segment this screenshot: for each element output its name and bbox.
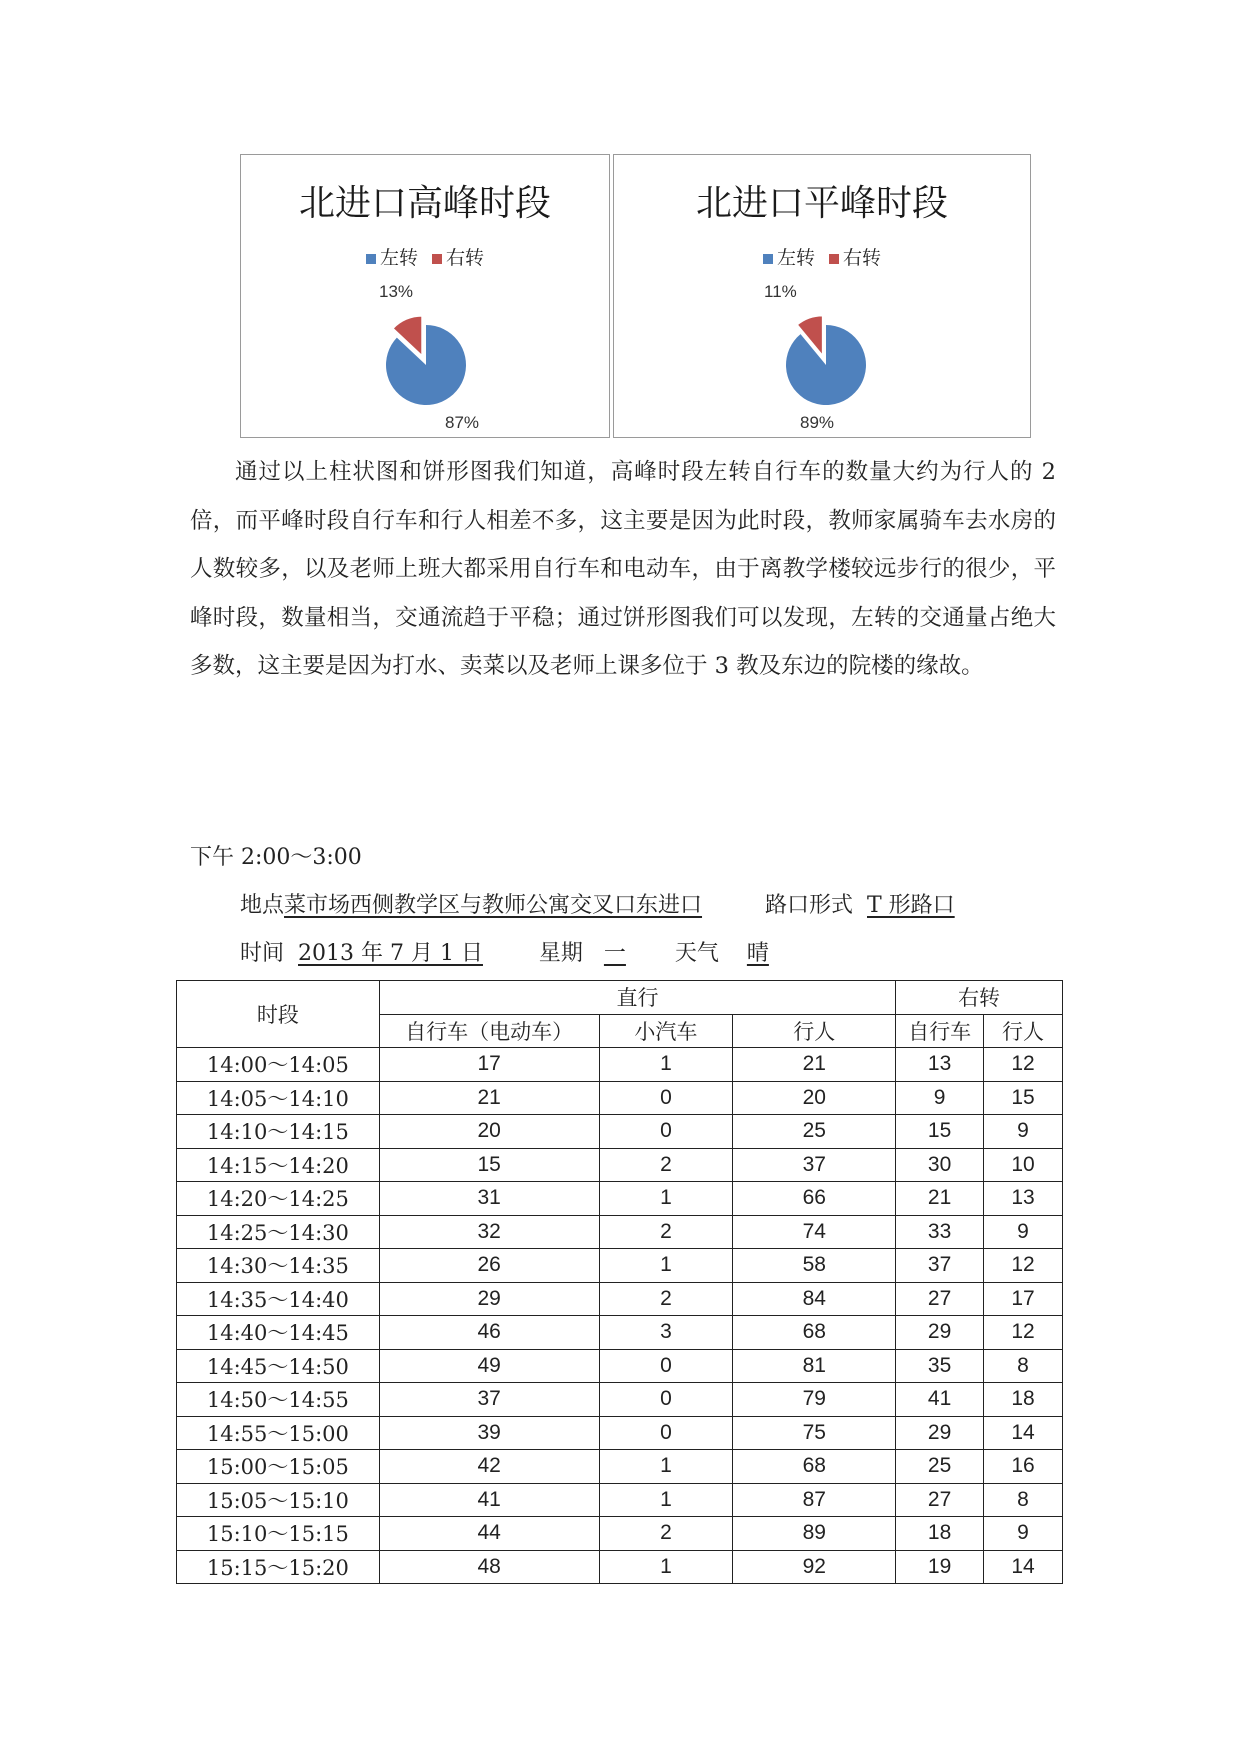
weather-value: 晴 <box>746 941 769 966</box>
table-row <box>177 1383 1063 1417</box>
cell-count: 18 <box>984 1383 1063 1417</box>
cell-count: 58 <box>733 1249 896 1283</box>
cell-count: 13 <box>984 1182 1063 1216</box>
cell-period: 14:10～14:15 <box>177 1115 380 1149</box>
cell-count: 17 <box>379 1048 599 1082</box>
cell-count: 25 <box>896 1450 984 1484</box>
cell-count: 21 <box>733 1048 896 1082</box>
cell-count: 2 <box>599 1517 733 1551</box>
location-value: 菜市场西侧教学区与教师公寓交叉口东进口 <box>284 893 703 918</box>
cell-period: 14:45～14:50 <box>177 1349 380 1383</box>
cell-count: 49 <box>379 1349 599 1383</box>
cell-count: 9 <box>984 1517 1063 1551</box>
cell-count: 14 <box>984 1416 1063 1450</box>
cell-count: 48 <box>379 1550 599 1584</box>
cell-count: 15 <box>379 1148 599 1182</box>
cell-count: 18 <box>896 1517 984 1551</box>
legend-label-right: 右转 <box>446 247 485 269</box>
cell-period: 15:10～15:15 <box>177 1517 380 1551</box>
cell-period: 14:25～14:30 <box>177 1215 380 1249</box>
cell-count: 20 <box>379 1115 599 1149</box>
cell-count: 2 <box>599 1282 733 1316</box>
cell-period: 15:05～15:10 <box>177 1483 380 1517</box>
cell-count: 1 <box>599 1450 733 1484</box>
header-straight: 直行 <box>379 981 895 1015</box>
cell-count: 37 <box>896 1249 984 1283</box>
legend-label-left: 左转 <box>776 247 815 269</box>
table-row <box>177 1349 1063 1383</box>
time-subheading: 下午 2:00～3:00 <box>190 845 362 870</box>
cell-count: 9 <box>984 1115 1063 1149</box>
cell-period: 15:00～15:05 <box>177 1450 380 1484</box>
table-row <box>177 1483 1063 1517</box>
cell-count: 12 <box>984 1048 1063 1082</box>
cell-count: 0 <box>599 1349 733 1383</box>
table-row <box>177 1517 1063 1551</box>
table-row <box>177 1282 1063 1316</box>
cell-count: 8 <box>984 1483 1063 1517</box>
table-row <box>177 1182 1063 1216</box>
table-row <box>177 1081 1063 1115</box>
cell-period: 14:30～14:35 <box>177 1249 380 1283</box>
pie-svg <box>614 155 1032 439</box>
cell-count: 27 <box>896 1483 984 1517</box>
cell-count: 0 <box>599 1383 733 1417</box>
cell-count: 15 <box>896 1115 984 1149</box>
pie-charts <box>240 154 1032 438</box>
pie-slice-left-turn <box>386 325 466 405</box>
table-header-row <box>177 981 1063 1015</box>
subheader-right-bicycle: 自行车 <box>896 1014 984 1048</box>
cell-count: 3 <box>599 1316 733 1350</box>
cell-count: 92 <box>733 1550 896 1584</box>
cell-count: 89 <box>733 1517 896 1551</box>
time-label: 时间 <box>240 941 285 966</box>
cell-count: 87 <box>733 1483 896 1517</box>
legend-label-left: 左转 <box>379 247 418 269</box>
subheader-pedestrian: 行人 <box>733 1014 896 1048</box>
cell-count: 68 <box>733 1450 896 1484</box>
analysis-paragraph <box>190 448 1056 691</box>
cell-count: 81 <box>733 1349 896 1383</box>
location-label: 地点 <box>240 893 285 918</box>
cell-count: 42 <box>379 1450 599 1484</box>
table-row <box>177 1249 1063 1283</box>
form-label: 路口形式 <box>764 893 853 918</box>
cell-count: 14 <box>984 1550 1063 1584</box>
cell-count: 1 <box>599 1249 733 1283</box>
pie-chart-peak <box>240 154 610 438</box>
week-value: 一 <box>603 941 626 966</box>
cell-count: 1 <box>599 1550 733 1584</box>
pie-chart-offpeak <box>613 154 1031 438</box>
paragraph-text: 通过以上柱状图和饼形图我们知道，高峰时段左转自行车的数量大约为行人的 2 倍，而平峰时段自行车和行人相差不多，这主要是因为此时段，教师家属骑车去水房的人数较多，以及老师上班大都采用自行车和电动车，由于离教学楼较远步行的很少，平峰时段，数量相当，交通流趋于平稳；通过饼形图我们可以发现，左转的交通量占绝大多数，这主要是因为打水、卖菜以及老师上课多位于 3 教及东边的院楼的缘故。 <box>190 459 1056 679</box>
cell-count: 35 <box>896 1349 984 1383</box>
date-value: 2013 年 7 月 1 日 <box>298 941 483 966</box>
cell-count: 10 <box>984 1148 1063 1182</box>
cell-count: 41 <box>896 1383 984 1417</box>
traffic-count-table <box>176 980 1063 1584</box>
table-row <box>177 1115 1063 1149</box>
cell-period: 14:00～14:05 <box>177 1048 380 1082</box>
cell-count: 9 <box>984 1215 1063 1249</box>
cell-count: 44 <box>379 1517 599 1551</box>
cell-count: 32 <box>379 1215 599 1249</box>
cell-count: 0 <box>599 1416 733 1450</box>
cell-count: 39 <box>379 1416 599 1450</box>
location-line <box>240 888 955 919</box>
header-period: 时段 <box>177 981 380 1048</box>
cell-count: 29 <box>379 1282 599 1316</box>
cell-count: 1 <box>599 1182 733 1216</box>
cell-count: 37 <box>379 1383 599 1417</box>
cell-count: 41 <box>379 1483 599 1517</box>
table-row <box>177 1450 1063 1484</box>
cell-count: 19 <box>896 1550 984 1584</box>
table-row <box>177 1148 1063 1182</box>
cell-count: 9 <box>896 1081 984 1115</box>
cell-period: 14:20～14:25 <box>177 1182 380 1216</box>
table-row <box>177 1048 1063 1082</box>
cell-count: 33 <box>896 1215 984 1249</box>
subheader-bicycle-ebike: 自行车（电动车） <box>379 1014 599 1048</box>
cell-count: 1 <box>599 1048 733 1082</box>
cell-count: 31 <box>379 1182 599 1216</box>
weather-label: 天气 <box>674 941 719 966</box>
pie-svg <box>241 155 611 439</box>
cell-count: 84 <box>733 1282 896 1316</box>
form-value: T 形路口 <box>867 893 955 918</box>
time-line <box>240 936 769 967</box>
cell-count: 8 <box>984 1349 1063 1383</box>
cell-count: 0 <box>599 1115 733 1149</box>
cell-count: 16 <box>984 1450 1063 1484</box>
cell-count: 12 <box>984 1249 1063 1283</box>
cell-count: 20 <box>733 1081 896 1115</box>
cell-count: 21 <box>896 1182 984 1216</box>
table-row <box>177 1215 1063 1249</box>
cell-count: 68 <box>733 1316 896 1350</box>
cell-period: 14:15～14:20 <box>177 1148 380 1182</box>
cell-count: 2 <box>599 1215 733 1249</box>
cell-count: 0 <box>599 1081 733 1115</box>
cell-count: 13 <box>896 1048 984 1082</box>
table-row <box>177 1416 1063 1450</box>
cell-count: 17 <box>984 1282 1063 1316</box>
cell-period: 15:15～15:20 <box>177 1550 380 1584</box>
pie-label-right-turn: 13% <box>379 282 414 301</box>
cell-count: 79 <box>733 1383 896 1417</box>
cell-count: 26 <box>379 1249 599 1283</box>
table-row <box>177 1316 1063 1350</box>
cell-count: 27 <box>896 1282 984 1316</box>
subheader-car: 小汽车 <box>599 1014 733 1048</box>
cell-count: 21 <box>379 1081 599 1115</box>
chart-title: 北进口平峰时段 <box>695 183 948 224</box>
cell-period: 14:40～14:45 <box>177 1316 380 1350</box>
cell-count: 74 <box>733 1215 896 1249</box>
table-row <box>177 1550 1063 1584</box>
cell-count: 15 <box>984 1081 1063 1115</box>
cell-count: 25 <box>733 1115 896 1149</box>
chart-title: 北进口高峰时段 <box>298 183 551 224</box>
pie-label-right-turn: 11% <box>764 282 797 301</box>
cell-count: 29 <box>896 1416 984 1450</box>
cell-count: 75 <box>733 1416 896 1450</box>
subheader-right-pedestrian: 行人 <box>984 1014 1063 1048</box>
week-label: 星期 <box>538 941 583 966</box>
pie-slice-left-turn <box>786 325 866 405</box>
cell-count: 1 <box>599 1483 733 1517</box>
cell-period: 14:55～15:00 <box>177 1416 380 1450</box>
cell-period: 14:50～14:55 <box>177 1383 380 1417</box>
pie-label-left-turn: 87% <box>445 413 480 432</box>
pie-label-left-turn: 89% <box>800 413 835 432</box>
cell-count: 46 <box>379 1316 599 1350</box>
cell-period: 14:35～14:40 <box>177 1282 380 1316</box>
cell-period: 14:05～14:10 <box>177 1081 380 1115</box>
header-right-turn: 右转 <box>896 981 1063 1015</box>
cell-count: 2 <box>599 1148 733 1182</box>
legend-label-right: 右转 <box>843 247 882 269</box>
cell-count: 30 <box>896 1148 984 1182</box>
cell-count: 37 <box>733 1148 896 1182</box>
cell-count: 66 <box>733 1182 896 1216</box>
cell-count: 12 <box>984 1316 1063 1350</box>
cell-count: 29 <box>896 1316 984 1350</box>
